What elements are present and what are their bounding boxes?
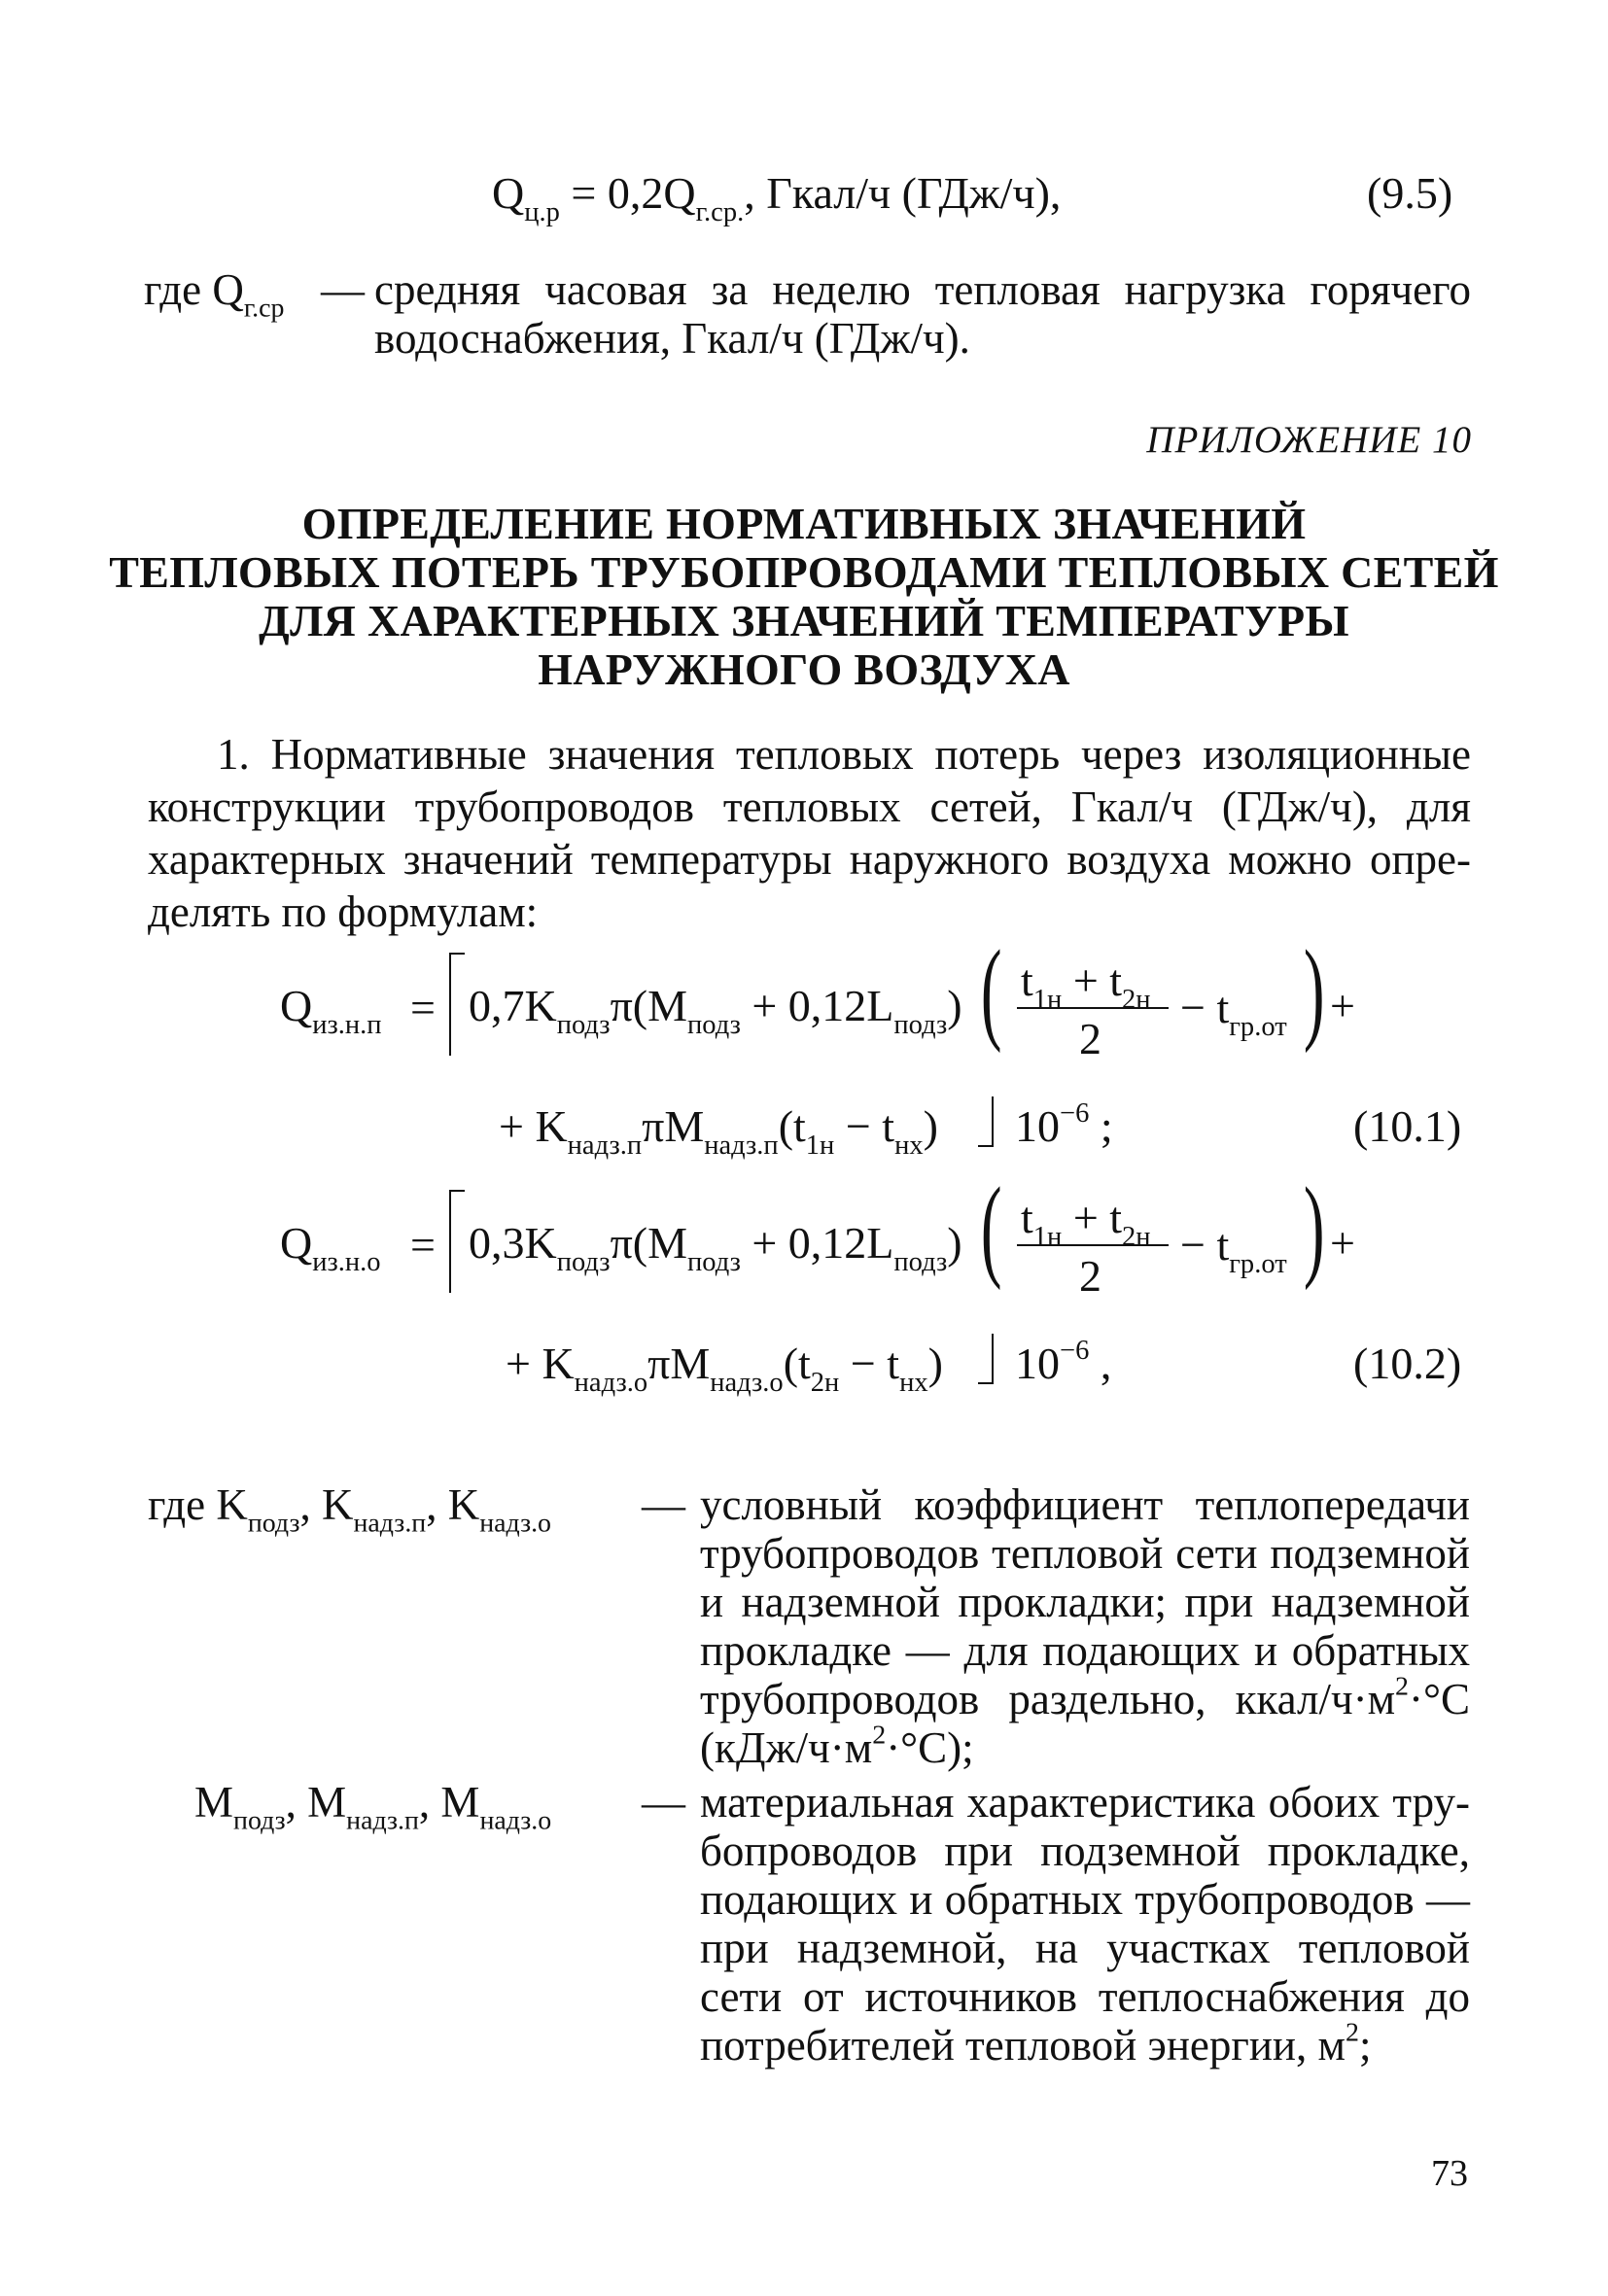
- definition-line: [700, 1625, 1470, 1676]
- formula-subscript: надз.о: [710, 1367, 784, 1398]
- formula-text: t: [1021, 1193, 1033, 1242]
- formula-text: ): [947, 1218, 962, 1268]
- definition-line: [700, 1971, 1470, 2022]
- definition-line: [700, 2017, 1372, 2070]
- definition-symbols: [194, 1777, 552, 1836]
- section-heading-line: ОПРЕДЕЛЕНИЕ НОРМАТИВНЫХ ЗНАЧЕНИЙ: [301, 499, 1307, 548]
- definition-symbols: [148, 1479, 552, 1539]
- unit-tail: ;: [1358, 2021, 1372, 2070]
- definition-text: и надземной прокладки; при надземной: [700, 1578, 1470, 1626]
- equation-number-10-2: (10.2): [1353, 1339, 1462, 1388]
- formula-subscript: надз.п: [567, 1130, 643, 1161]
- definition-text: потребителей тепловой энергии, м: [700, 2021, 1346, 2070]
- formula-subscript: 1н: [805, 1130, 835, 1161]
- formula-text: 0,7K: [469, 981, 557, 1030]
- formula-line-2: [499, 1100, 938, 1161]
- symbol-subscript: надз.о: [479, 1508, 552, 1539]
- paragraph-line: конструкции трубопроводов тепловых сетей, Гкал/ч (ГДж/ч), для: [148, 783, 1471, 831]
- formula-temp-return: [1180, 982, 1287, 1042]
- formula-text: − t: [1180, 983, 1230, 1032]
- formula-subscript: 1н: [1032, 1221, 1063, 1252]
- formula-text: ,: [1089, 1339, 1112, 1388]
- formula-text: ): [947, 981, 962, 1030]
- symbol-separator: ,: [426, 1480, 448, 1529]
- formula-subscript: подз: [556, 1246, 611, 1277]
- symbol-main: M: [194, 1778, 234, 1826]
- symbol-separator: ,: [285, 1778, 308, 1826]
- page-number: 73: [1431, 2153, 1468, 2194]
- definition-line: [700, 1671, 1470, 1724]
- definition-text: сети от источников теплоснабжения до: [700, 1972, 1470, 2021]
- formula-power: [1015, 1100, 1113, 1152]
- definition-line: [700, 1577, 1470, 1627]
- definition-line: [700, 1528, 1470, 1579]
- appendix-label: ПРИЛОЖЕНИЕ 10: [1146, 419, 1472, 461]
- formula-text: πM: [647, 1339, 711, 1388]
- formula-subscript: надз.п: [704, 1130, 779, 1161]
- formula-subscript: подз: [556, 1009, 611, 1040]
- formula-subscript: г.ср.: [695, 196, 745, 227]
- where-prefix: где Q: [144, 265, 244, 314]
- symbol-separator: ,: [299, 1480, 322, 1529]
- formula-subscript: 2н: [1122, 1221, 1151, 1252]
- symbol-main: K: [216, 1480, 248, 1529]
- formula-text: + K: [506, 1339, 575, 1388]
- formula-text: + t: [1062, 956, 1123, 1005]
- where-symbol: [144, 264, 285, 324]
- formula-text: − t: [839, 1339, 900, 1388]
- formula-lhs: [280, 1217, 381, 1277]
- equation-number-10-1: (10.1): [1353, 1101, 1462, 1151]
- symbol-main: K: [321, 1480, 354, 1529]
- formula-exponent: −6: [1060, 1098, 1090, 1130]
- symbol-separator: ,: [418, 1778, 441, 1826]
- formula-text: t: [1021, 956, 1033, 1005]
- symbol-main: M: [440, 1778, 480, 1826]
- paragraph-line: характерных значений температуры наружного воздуха можно опре-: [148, 835, 1471, 884]
- definition-text: условный коэффициент теплопередачи: [700, 1480, 1470, 1529]
- formula-power: [1015, 1338, 1111, 1389]
- formula-text: ): [923, 1101, 938, 1151]
- definition-line: [700, 1479, 1470, 1530]
- formula-text: 10: [1015, 1101, 1060, 1151]
- left-bracket: [449, 953, 465, 1056]
- formula-line-2: [506, 1338, 943, 1398]
- formula-plus: +: [1330, 981, 1355, 1030]
- formula-units: , Гкал/ч (ГДж/ч),: [744, 168, 1062, 218]
- definition-text: (кДж/ч·м: [700, 1723, 873, 1772]
- symbol-subscript: подз: [233, 1805, 286, 1836]
- definition-dash: —: [642, 1480, 685, 1529]
- where-text-line: средняя часовая за неделю тепловая нагрузка горячего: [374, 265, 1471, 314]
- formula-text: 0,3K: [469, 1218, 557, 1268]
- where-dash: —: [321, 265, 365, 314]
- formula-subscript: из.н.п: [312, 1009, 382, 1040]
- fraction-numerator: [1021, 955, 1151, 1015]
- symbol-subscript: надз.о: [479, 1805, 552, 1836]
- formula-text: + 0,12L: [740, 981, 894, 1030]
- formula-subscript: гр.от: [1229, 1011, 1287, 1042]
- where-subscript: г.ср: [243, 293, 285, 324]
- section-heading-line: ТЕПЛОВЫХ ПОТЕРЬ ТРУБОПРОВОДАМИ ТЕПЛОВЫХ СЕТЕЙ: [109, 547, 1499, 597]
- unit-tail: ·°C: [1409, 1675, 1470, 1723]
- formula-equals: =: [410, 1220, 436, 1270]
- definition-line: [700, 1722, 974, 1773]
- formula-text: ): [927, 1339, 943, 1388]
- symbol-main: K: [447, 1480, 480, 1529]
- formula-9-5: [492, 167, 1062, 227]
- definition-text: прокладке — для подающих и обратных: [700, 1626, 1470, 1675]
- formula-text: π(M: [610, 1218, 688, 1268]
- formula-subscript: подз: [893, 1246, 948, 1277]
- formula-subscript: из.н.о: [312, 1246, 381, 1277]
- formula-symbol: Q: [280, 1218, 313, 1268]
- right-bracket: [978, 1334, 994, 1384]
- formula-subscript: подз: [687, 1009, 741, 1040]
- section-heading-line: НАРУЖНОГО ВОЗДУХА: [538, 644, 1070, 694]
- fraction-denominator: 2: [1079, 1014, 1101, 1063]
- formula-text: πM: [642, 1101, 705, 1151]
- unit-exponent: 2: [1395, 1671, 1409, 1702]
- equation-number-9-5: (9.5): [1367, 168, 1453, 218]
- left-paren: (: [980, 1164, 1002, 1291]
- definition-words: раздельно,: [1008, 1675, 1206, 1723]
- right-paren: ): [1303, 926, 1325, 1054]
- unit-exponent: 2: [872, 1720, 887, 1751]
- formula-subscript: 2н: [1122, 984, 1151, 1015]
- formula-text: 10: [1015, 1339, 1060, 1388]
- formula-exponent: −6: [1060, 1336, 1090, 1367]
- formula-subscript: подз: [893, 1009, 948, 1040]
- definition-text: материальная характеристика обоих тру-: [700, 1778, 1470, 1826]
- symbol-subscript: надз.п: [346, 1805, 419, 1836]
- left-bracket: [449, 1190, 465, 1293]
- formula-symbol: Q: [280, 981, 313, 1030]
- formula-text: − t: [834, 1101, 895, 1151]
- paragraph-line: 1. Нормативные значения тепловых потерь через изоляционные: [217, 730, 1471, 779]
- definition-words: трубопроводов: [700, 1675, 980, 1723]
- formula-lhs: [280, 980, 382, 1040]
- formula-subscript: подз: [687, 1246, 741, 1277]
- formula-subscript: 2н: [810, 1367, 840, 1398]
- definition-line: [700, 1874, 1470, 1925]
- definition-unit: ккал/$ч\cdot м^2\cdot^\circ C$: [1235, 1671, 1470, 1723]
- definition-line: [700, 1826, 1470, 1876]
- formula-subscript: надз.о: [574, 1367, 648, 1398]
- formula-text: + 0,12L: [740, 1218, 894, 1268]
- definition-dash: —: [642, 1778, 685, 1826]
- symbol-subscript: надз.п: [353, 1508, 427, 1539]
- formula-text: ;: [1089, 1101, 1113, 1151]
- definition-line: [700, 1923, 1470, 1973]
- fraction-bar: [1017, 1244, 1169, 1246]
- paragraph-line: делять по формулам:: [148, 887, 539, 936]
- formula-equals: =: [410, 983, 436, 1032]
- definition-text: при надземной, на участках тепловой: [700, 1924, 1470, 1972]
- definition-text: трубопроводов тепловой сети подземной: [700, 1529, 1470, 1578]
- formula-subscript: нх: [894, 1130, 924, 1161]
- fraction-numerator: [1021, 1192, 1151, 1252]
- formula-temp-return: [1180, 1219, 1287, 1279]
- formula-subscript: 1н: [1032, 984, 1063, 1015]
- formula-text: (t: [783, 1339, 811, 1388]
- right-paren: ): [1303, 1164, 1325, 1291]
- unit-tail: ·°C);: [886, 1723, 974, 1772]
- right-bracket: [978, 1096, 994, 1147]
- fraction-denominator: 2: [1079, 1251, 1101, 1301]
- unit-exponent: 2: [1345, 2017, 1359, 2048]
- formula-text: (t: [778, 1101, 806, 1151]
- definition-line: [700, 1777, 1470, 1827]
- formula-subscript: нх: [899, 1367, 928, 1398]
- left-paren: (: [980, 926, 1002, 1054]
- formula-text: − t: [1180, 1220, 1230, 1270]
- where-text-line: водоснабжения, Гкал/ч (ГДж/ч).: [374, 314, 970, 363]
- formula-body: [469, 1217, 962, 1277]
- formula-subscript: ц.р: [524, 196, 560, 227]
- fraction-bar: [1017, 1007, 1169, 1009]
- formula-text: = 0,2Q: [559, 168, 696, 218]
- definition-prefix: где: [148, 1480, 217, 1529]
- formula-body: [469, 980, 962, 1040]
- formula-text: + K: [499, 1101, 568, 1151]
- symbol-subscript: подз: [247, 1508, 300, 1539]
- formula-subscript: гр.от: [1229, 1248, 1287, 1279]
- formula-symbol: Q: [492, 168, 525, 218]
- formula-plus: +: [1330, 1218, 1355, 1268]
- formula-text: π(M: [610, 981, 688, 1030]
- definition-text: бопроводов при подземной прокладке,: [700, 1826, 1470, 1875]
- formula-text: + t: [1062, 1193, 1123, 1242]
- symbol-main: M: [307, 1778, 347, 1826]
- section-heading-line: ДЛЯ ХАРАКТЕРНЫХ ЗНАЧЕНИЙ ТЕМПЕРАТУРЫ: [259, 596, 1349, 645]
- definition-text: подающих и обратных трубопроводов —: [700, 1875, 1470, 1924]
